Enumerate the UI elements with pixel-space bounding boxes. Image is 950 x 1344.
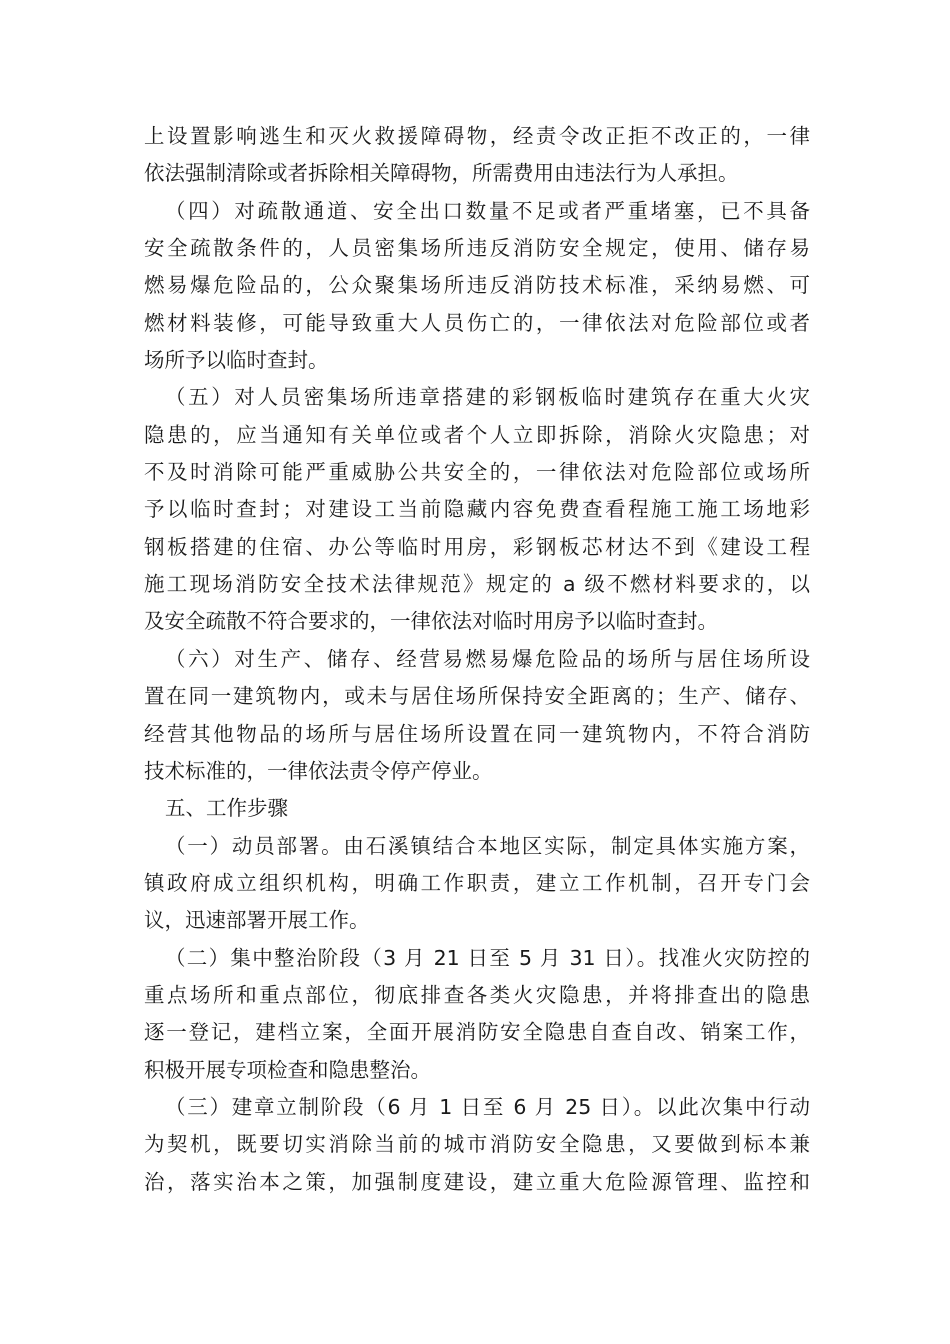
- text-line: 逐一登记，建档立案，全面开展消防安全隐患自查自改、销案工作，: [144, 1020, 810, 1045]
- paragraph-five-start: （五）对人员密集场所违章搭建的彩钢板临时建筑存在重大火灾: [165, 385, 810, 410]
- step-two-start: （二）集中整治阶段（3 月 21 日至 5 月 31 日）。找准火灾防控的: [165, 945, 810, 970]
- section-heading: 五、工作步骤: [165, 796, 288, 821]
- text-line: 置在同一建筑物内，或未与居住场所保持安全距离的；生产、储存、: [144, 684, 810, 709]
- text-line: 镇政府成立组织机构，明确工作职责，建立工作机制，召开专门会: [144, 870, 810, 895]
- text-line: 燃材料装修，可能导致重大人员伤亡的，一律依法对危险部位或者: [144, 310, 810, 335]
- text-line: 隐患的，应当通知有关单位或者个人立即拆除，消除火灾隐患；对: [144, 422, 810, 447]
- text-line: 上设置影响逃生和灭火救援障碍物，经责令改正拒不改正的，一律: [144, 124, 810, 148]
- text-line: 燃易爆危险品的，公众聚集场所违反消防技术标准，采纳易燃、可: [144, 273, 810, 298]
- text-line: 为契机，既要切实消除当前的城市消防安全隐患，又要做到标本兼: [144, 1132, 810, 1157]
- text-line: 治，落实治本之策，加强制度建设，建立重大危险源管理、监控和: [144, 1169, 810, 1194]
- text-line: 场所予以临时查封。: [144, 348, 329, 373]
- text-line: 依法强制清除或者拆除相关障碍物，所需费用由违法行为人承担。: [144, 161, 739, 186]
- text-line: 经营其他物品的场所与居住场所设置在同一建筑物内，不符合消防: [144, 721, 810, 746]
- text-line: 予以临时查封；对建设工当前隐藏内容免费查看程施工施工场地彩: [144, 497, 810, 522]
- text-line: 积极开展专项检查和隐患整治。: [144, 1057, 431, 1082]
- step-one-start: （一）动员部署。由石溪镇结合本地区实际，制定具体实施方案，: [165, 833, 810, 858]
- text-line: 不及时消除可能严重威胁公共安全的，一律依法对危险部位或场所: [144, 460, 810, 485]
- step-three-start: （三）建章立制阶段（6 月 1 日至 6 月 25 日）。以此次集中行动: [165, 1094, 810, 1119]
- text-line: 议，迅速部署开展工作。: [144, 908, 370, 933]
- text-line: 技术标准的，一律依法责令停产停业。: [144, 758, 493, 783]
- paragraph-four-start: （四）对疏散通道、安全出口数量不足或者严重堵塞，已不具备: [165, 198, 810, 223]
- text-line: 钢板搭建的住宿、办公等临时用房，彩钢板芯材达不到《建设工程: [144, 534, 810, 559]
- paragraph-six-start: （六）对生产、储存、经营易燃易爆危险品的场所与居住场所设: [165, 646, 810, 671]
- text-line: 重点场所和重点部位，彻底排查各类火灾隐患，并将排查出的隐患: [144, 982, 810, 1007]
- document-body: [144, 118, 810, 1201]
- text-line: 施工现场消防安全技术法律规范》规定的 a 级不燃材料要求的，以: [144, 572, 810, 597]
- text-line: 安全疏散条件的，人员密集场所违反消防安全规定，使用、储存易: [144, 236, 810, 261]
- text-line: 及安全疏散不符合要求的，一律依法对临时用房予以临时查封。: [144, 609, 718, 634]
